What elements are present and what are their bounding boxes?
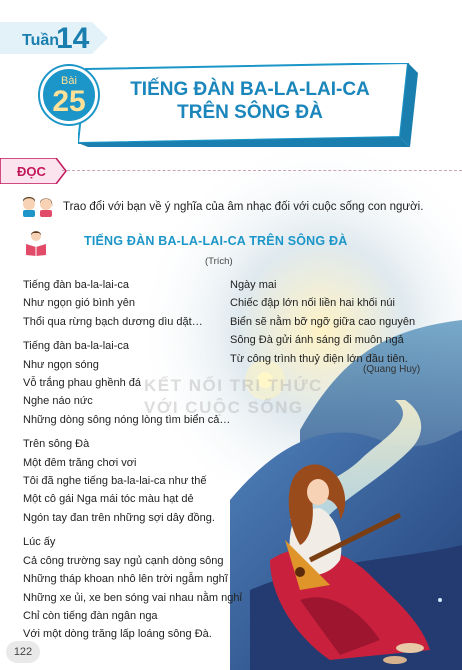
poem-line: Như ngọn sóng <box>23 358 99 371</box>
task-instruction: Trao đổi với bạn về ý nghĩa của âm nhạc đối với cuộc sống con người. <box>63 201 424 213</box>
stanza <box>230 276 415 368</box>
stanza <box>23 337 242 429</box>
poem-line: Sông Đà gửi ánh sáng đi muôn ngả <box>230 334 404 347</box>
poem-line: Những dòng sông nóng lòng tìm biển cả… <box>23 413 231 426</box>
poem-line: Lúc ấy <box>23 536 56 549</box>
lesson-title-line-1: TIẾNG ĐÀN BA-LA-LAI-CA <box>130 79 370 100</box>
poem-line: Những tháp khoan nhô lên trời ngẫm nghĩ <box>23 573 228 586</box>
week-label: Tuần <box>22 32 60 49</box>
poem-title: TIẾNG ĐÀN BA-LA-LAI-CA TRÊN SÔNG ĐÀ <box>84 234 348 248</box>
lesson-number: 25 <box>52 85 86 118</box>
poem-line: Những xe ủi, xe ben sóng vai nhau nằm nghỉ <box>23 591 242 604</box>
two-students-icon <box>19 197 57 217</box>
poem-line: Chiếc đập lớn nối liền hai khối núi <box>230 297 395 310</box>
poem-line: Ngày mai <box>230 279 277 291</box>
week-number: 14 <box>56 22 90 55</box>
reading-child-icon <box>24 230 48 256</box>
poem-line: Tôi đã nghe tiếng ba-la-lai-ca như thế <box>23 475 207 488</box>
poem-line: Trên sông Đà <box>23 438 90 451</box>
poem-right-column <box>230 276 415 374</box>
watermark-line-1: KẾT NỐI TRI THỨC <box>144 376 323 395</box>
lesson-title <box>100 78 400 124</box>
watermark-line-2: VỚI CUỘC SỐNG <box>144 398 304 417</box>
poem-subtitle: (Trích) <box>205 256 233 267</box>
poem-left-column <box>23 276 242 650</box>
poem-line: Một đêm trăng chơi vơi <box>23 456 137 469</box>
lesson-title-line-2: TRÊN SÔNG ĐÀ <box>177 102 323 123</box>
stanza <box>23 435 242 527</box>
poem-author: (Quang Huy) <box>363 364 421 375</box>
poem-line: Biển sẽ nằm bỡ ngỡ giữa cao nguyên <box>230 315 416 328</box>
poem-line: Cả công trường say ngủ cạnh dòng sông <box>23 554 224 567</box>
poem-line: Ngón tay đan trên những sợi dây đồng. <box>23 511 215 524</box>
poem-line: Một cô gái Nga mái tóc màu hạt dẻ <box>23 493 194 506</box>
poem-line: Với một dòng trăng lấp loáng sông Đà. <box>23 628 212 641</box>
poem-line: Nghe náo nức <box>23 395 93 408</box>
stanza <box>23 533 242 643</box>
poem-line: Từ công trình thuỷ điện lớn đầu tiên. <box>230 352 408 365</box>
stanza <box>23 276 242 331</box>
poem-line: Tiếng đàn ba-la-lai-ca <box>23 340 129 353</box>
lesson-badge <box>40 66 98 124</box>
poem-line: Chỉ còn tiếng đàn ngân nga <box>23 609 158 622</box>
section-divider <box>62 170 462 171</box>
poem-line: Như ngọn gió bình yên <box>23 297 135 310</box>
page-number: 122 <box>6 641 40 663</box>
poem-line: Tiếng đàn ba-la-lai-ca <box>23 279 129 291</box>
poem-line: Thổi qua rừng bạch dương dìu dặt… <box>23 315 203 328</box>
lesson-badge-label: Bài <box>61 75 77 87</box>
week-header <box>0 18 108 58</box>
poem-line: Vỗ trắng phau ghềnh đá <box>23 377 142 390</box>
section-label: ĐỌC <box>17 164 46 179</box>
